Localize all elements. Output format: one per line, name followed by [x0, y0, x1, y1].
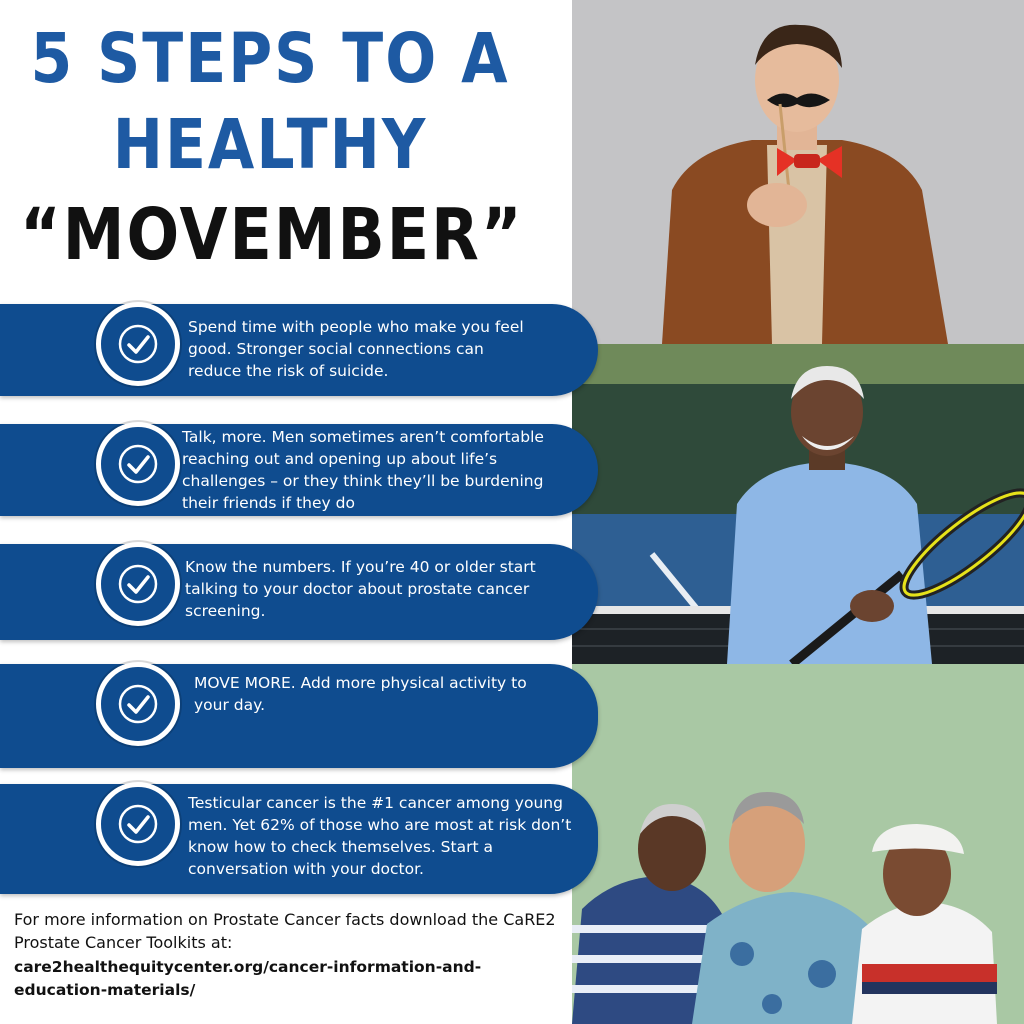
page-title-line-3: “MOVEMBER” [20, 192, 524, 277]
check-circle-icon [96, 302, 180, 386]
check-circle-icon [96, 542, 180, 626]
check-circle-icon [96, 662, 180, 746]
photo-man-with-fake-mustache [572, 0, 1024, 344]
check-circle-icon [96, 422, 180, 506]
footer-info-text: For more information on Prostate Cancer facts download the CaRE2 Prostate Cancer Toolkits at: [14, 910, 556, 952]
check-circle-icon [96, 782, 180, 866]
step-5-text: Testicular cancer is the #1 cancer among young men. Yet 62% of those who are most at risk don’t know how to check themselves. Start a conversation with your doctor. [188, 794, 572, 878]
page-title-line-1: 5 STEPS TO A [30, 18, 510, 100]
photo-older-man-with-tennis-racket [572, 344, 1024, 664]
step-3-text: Know the numbers. If you’re 40 or older start talking to your doctor about prostate cancer screening. [185, 558, 536, 620]
page-title-line-2: HEALTHY [112, 104, 428, 186]
step-4-text: MOVE MORE. Add more physical activity to your day. [194, 674, 527, 714]
footer-website-link[interactable]: care2healthequitycenter.org/cancer-information-and-education-materials/ [14, 958, 482, 999]
step-2-text: Talk, more. Men sometimes aren’t comfortable reaching out and opening up about life’s challenges – or they think they’ll be burdening their friends if they do [182, 428, 544, 512]
step-1-text: Spend time with people who make you feel good. Stronger social connections can reduce the risk of suicide. [188, 318, 524, 380]
photo-three-senior-men-smiling [572, 664, 1024, 1024]
